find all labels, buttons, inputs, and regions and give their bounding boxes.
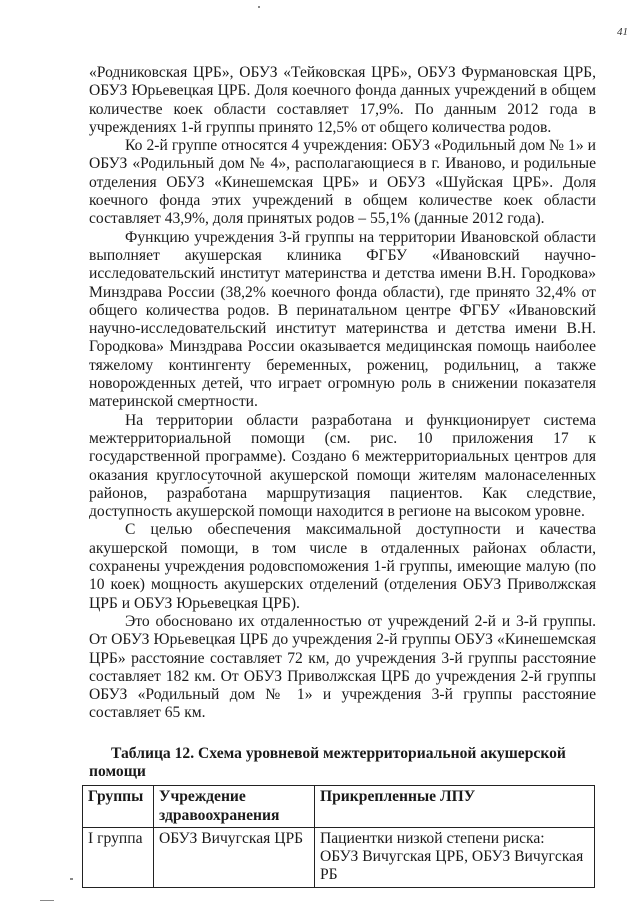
paragraph-1: «Родниковская ЦРБ», ОБУЗ «Тейковская ЦРБ», ОБУЗ Фурмановская ЦРБ, ОБУЗ Юрьевецкая ЦРБ. Доля коечного фонда данных учреждений в общем количестве коек области составляет 17,9%. По данным 2012 года в учреждениях 1-й группы принято 12,5% от общего количества родов. xyxy=(89,64,596,136)
table-header-row xyxy=(83,786,595,828)
table-row xyxy=(83,827,595,887)
attached-list: ОБУЗ Вичугская ЦРБ, ОБУЗ Вичугская РБ xyxy=(320,848,584,884)
cell-group: I группа xyxy=(83,827,154,887)
paragraph-3: Функцию учреждения 3-й группы на территории Ивановской области выполняет акушерская клиника ФГБУ «Ивановский научно-исследовательский институт материнства и детства имени В.Н. Городкова» Минздрава России (38,2% коечного фонда области), где принято 32,4% от общего количества родов. В перинатальном центре ФГБУ «Ивановский научно-исследовательский институт материнства и детства имени В.Н. Городкова» Минздрава России оказывается медицинская помощь наиболее тяжелому контингенту беременных, рожениц, родильниц, а также новорожденных детей, что играет огромную роль в снижении показателя материнской смертности. xyxy=(89,228,596,411)
paragraph-2: Ко 2-й группе относятся 4 учреждения: ОБУЗ «Родильный дом № 1» и ОБУЗ «Родильный дом № 4», располагающиеся в г. Иваново, и родильные отделения ОБУЗ «Кинешемская ЦРБ» и ОБУЗ «Шуйская ЦРБ». Доля коечного фонда этих учреждений в общем количестве коек области составляет 43,9%, доля принятых родов – 55,1% (данные 2012 года). xyxy=(89,137,596,228)
cell-attached xyxy=(315,827,595,887)
cell-institution: ОБУЗ Вичугская ЦРБ xyxy=(154,827,315,887)
scan-speck xyxy=(40,900,54,901)
page-number: 41 xyxy=(617,26,628,38)
paragraph-6: Это обосновано их отдаленностью от учреждений 2-й и 3-й группы. От ОБУЗ Юрьевецкая ЦРБ до учреждения 2-й группы ОБУЗ «Кинешемская ЦРБ» расстояние составляет 72 км, до учреждения 3-й группы расстояние составляет 182 км. От ОБУЗ Приволжская ЦРБ до учреждения 2-й группы ОБУЗ «Родильный дом № 1» и учреждения 3-й группы расстояние составляет 65 км. xyxy=(89,612,596,722)
paragraph-4: На территории области разработана и функционирует система межтерриториальной помощи (см. рис. 10 приложения 17 к государственной программе). Создано 6 межтерриториальных центров для оказания круглосуточной акушерской помощи жителям малонаселенных районов, разработана маршрутизация пациентов. Как следствие, доступность акушерской помощи находится в регионе на высоком уровне. xyxy=(89,411,596,521)
document-body xyxy=(89,64,596,888)
header-groups: Группы xyxy=(83,786,154,828)
header-attached: Прикрепленные ЛПУ xyxy=(315,786,595,828)
care-levels-table xyxy=(82,785,595,887)
header-institution: Учреждение здравоохранения xyxy=(154,786,315,828)
scan-speck xyxy=(70,878,73,880)
table-caption: Таблица 12. Схема уровневой межтерриториальной акушерской помощи xyxy=(89,744,566,780)
paragraph-5: С целью обеспечения максимальной доступности и качества акушерской помощи, в том числе в отдаленных районах области, сохранены учреждения родовспоможения 1-й группы, имеющие малую (по 10 коек) мощность акушерских отделений (отделения ОБУЗ Приволжская ЦРБ и ОБУЗ Юрьевецкая ЦРБ). xyxy=(89,521,596,612)
scan-speck xyxy=(258,6,260,8)
attached-title: Пациентки низкой степени риска: xyxy=(320,829,545,847)
